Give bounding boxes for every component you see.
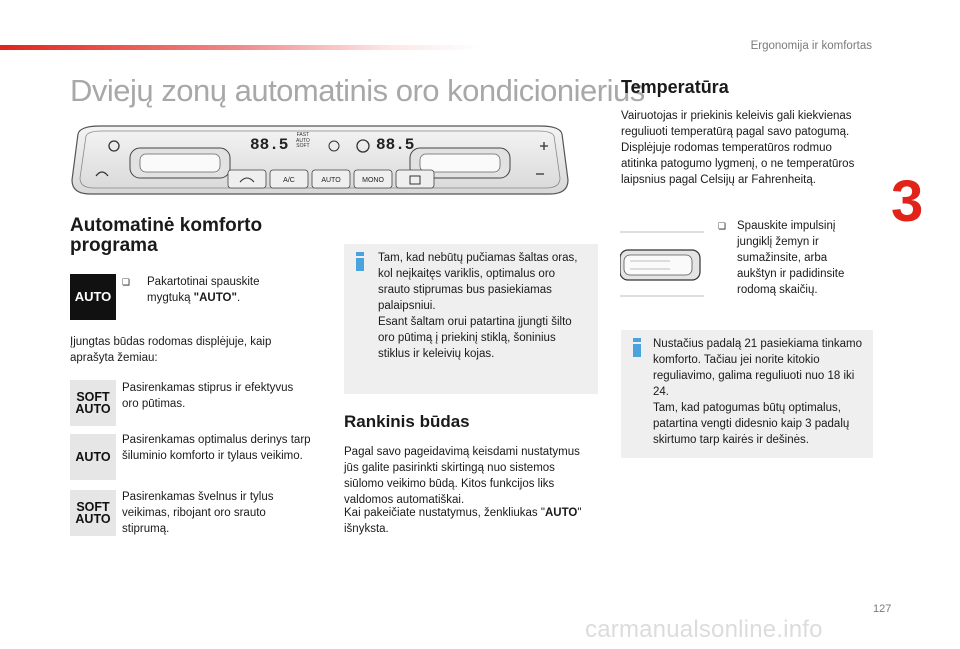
section-title-auto-program: Automatinė komforto programa xyxy=(70,215,263,256)
mode-text-1: Pasirenkamas stiprus ir efektyvus oro pūtimas. xyxy=(122,382,294,410)
auto-button-badge: AUTO xyxy=(70,274,116,320)
auto-badge: AUTO xyxy=(70,434,116,480)
checkbox-bullet-icon: ❏ xyxy=(718,221,727,231)
top-accent-bar xyxy=(0,45,480,50)
info-cold-text-2: Esant šaltam orui patartina įjungti šilto oro pūtimą į priekinį stiklą, šoninius stiklus ir keleivių kojas. xyxy=(378,316,572,360)
manual-mode-text-1: Pagal savo pageidavimą keisdami nustatymus jūs galite pasirinkti skirtingą nuo sistemos siūlomo veikimo būdą. Kitos funkcijos liks valdomos automatiškai. xyxy=(344,446,580,506)
manual-mode-text-2: Kai pakeičiate nustatymus, ženkliukas "AUTO" išnyksta. xyxy=(344,507,582,535)
soft-auto-badge-1: SOFT AUTO xyxy=(70,380,116,426)
panel-label-soft: SOFT xyxy=(296,143,310,149)
page-number: 127 xyxy=(873,603,892,615)
temperature-switch-illustration xyxy=(620,228,708,300)
info-cold-text-1: Tam, kad nebūtų pučiamas šaltas oras, kol neįkaitęs variklis, optimalus oro srauto stiprumas bus pasiekiamas palaipsniui. xyxy=(378,252,578,312)
right-temperature-display: 88.5 xyxy=(376,136,415,154)
info-icon xyxy=(633,338,641,355)
mode-text-2: Pasirenkamas optimalus derinys tarp šiluminio komforto ir tylaus veikimo. xyxy=(122,434,311,462)
left-temperature-display: 88.5 xyxy=(250,136,289,154)
mode-text-3: Pasirenkamas švelnus ir tylus veikimas, ribojant oro srauto stiprumą. xyxy=(122,491,274,535)
mono-button: MONO xyxy=(362,177,384,184)
mode-intro-text: Įjungtas būdas rodomas displėjuje, kaip aprašyta žemiau: xyxy=(70,336,272,364)
panel-label-fast: FAST xyxy=(296,132,310,138)
soft-auto-badge-2: SOFT AUTO xyxy=(70,490,116,536)
ac-button: A/C xyxy=(283,177,295,184)
info-box-temperature xyxy=(621,330,873,458)
climate-control-panel-illustration xyxy=(70,124,570,196)
section-title-manual-mode: Rankinis būdas xyxy=(344,412,470,431)
info-temperature-text-1: Nustačius padalą 21 pasiekiama tinkamo komforto. Tačiau jei norite kitokio reguliavimo, galima reguliuoti nuo 18 iki 24. xyxy=(653,338,863,398)
watermark: carmanualsonline.info xyxy=(585,616,823,643)
page-title: Dviejų zonų automatinis oro kondicionierius xyxy=(70,73,645,108)
temperature-instruction: ❏ Spauskite impulsinį jungiklį žemyn ir sumažinsite, arba aukštyn ir padidinsite rodomą skaičių. xyxy=(718,220,845,296)
auto-instruction: ❏ Pakartotinai spauskite mygtuką "AUTO". xyxy=(122,276,260,304)
temperature-text: Vairuotojas ir priekinis keleivis gali kiekvienas reguliuoti temperatūrą pagal savo patogumą. Displėjuje rodomas temperatūros rodmuo atitinka patogumo lygmenį, o ne temperatūros laipsnius pagal Celsijų ar Fahrenheitą. xyxy=(621,110,855,186)
panel-label-auto: AUTO xyxy=(296,137,310,144)
info-temperature-text-2: Tam, kad patogumas būtų optimalus, patartina vengti didesnio kaip 3 padalų skirtumo tarp kairės ir dešinės. xyxy=(653,402,850,446)
auto-button: AUTO xyxy=(321,177,341,184)
info-icon xyxy=(356,252,364,269)
section-title-temperature: Temperatūra xyxy=(621,77,729,97)
chapter-number: 3 xyxy=(891,169,924,234)
checkbox-bullet-icon: ❏ xyxy=(122,277,131,287)
section-header: Ergonomija ir komfortas xyxy=(750,40,872,52)
info-box-cold-start xyxy=(344,244,598,394)
